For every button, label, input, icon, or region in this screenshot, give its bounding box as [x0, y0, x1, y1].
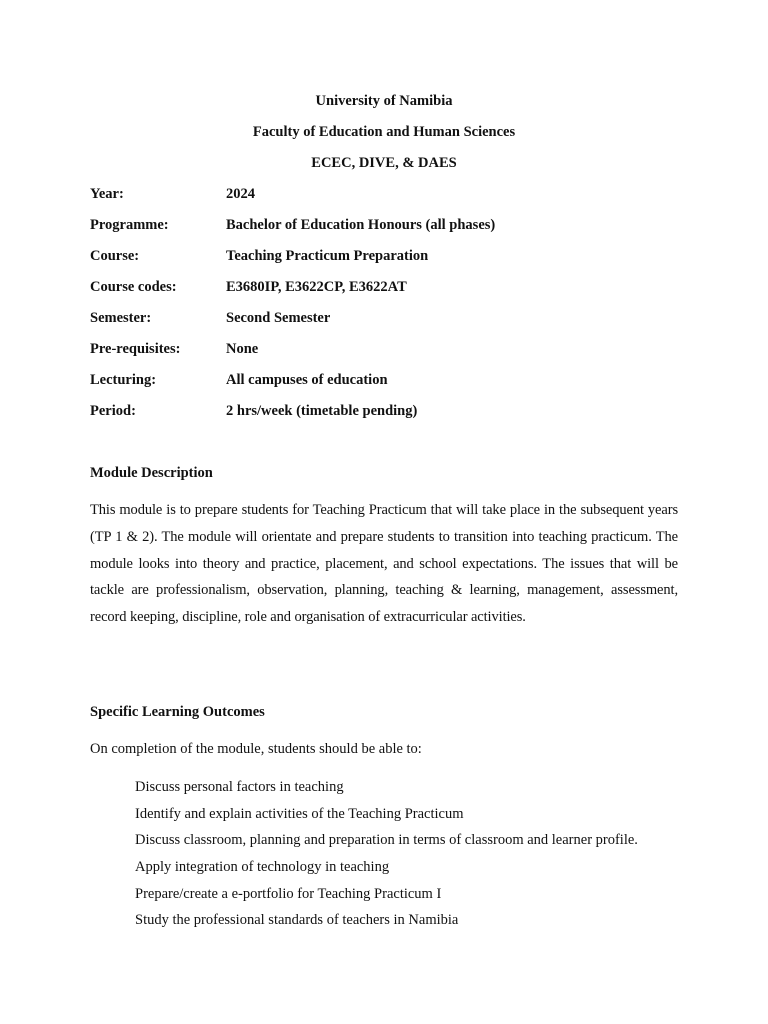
info-value: All campuses of education — [226, 372, 388, 388]
info-label: Pre-requisites: — [90, 341, 181, 357]
info-label: Programme: — [90, 217, 169, 233]
module-description-heading: Module Description — [90, 465, 213, 481]
info-label: Course codes: — [90, 279, 177, 295]
info-value: Bachelor of Education Honours (all phases) — [226, 217, 496, 233]
info-value: Second Semester — [226, 310, 331, 326]
module-description-text: This module is to prepare students for Teaching Practicum that will take place in the subsequent years (TP 1 & 2). The module will orientate and prepare students to transition into teaching practicum. The module looks into theory and practice, placement, and school expectations. The issues that will be tackle are professionalism, observation, planning, teaching & learning, management, assessment, record keeping, discipline, role and organisation of extracurricular activities. — [90, 502, 678, 626]
learning-outcomes-intro: On completion of the module, students should be able to: — [90, 741, 422, 757]
info-value: E3680IP, E3622CP, E3622AT — [226, 279, 407, 295]
departments-title: ECEC, DIVE, & DAES — [311, 155, 457, 171]
info-label: Period: — [90, 403, 136, 419]
list-item: Apply integration of technology in teaching — [135, 859, 390, 876]
info-value: Teaching Practicum Preparation — [226, 248, 429, 264]
university-title: University of Namibia — [315, 93, 453, 109]
info-label: Course: — [90, 248, 140, 264]
list-item: Discuss classroom, planning and preparation in terms of classroom and learner profile. — [135, 832, 638, 849]
list-item: Discuss personal factors in teaching — [135, 779, 344, 795]
learning-outcomes-heading: Specific Learning Outcomes — [90, 704, 265, 720]
info-value: 2 hrs/week (timetable pending) — [226, 403, 418, 419]
list-item: Prepare/create a e-portfolio for Teaching Practicum I — [135, 885, 442, 902]
list-item: Study the professional standards of teachers in Namibia — [135, 912, 459, 929]
info-value: 2024 — [226, 186, 255, 202]
faculty-title: Faculty of Education and Human Sciences — [252, 124, 516, 140]
info-value: None — [226, 341, 259, 357]
info-label: Semester: — [90, 310, 152, 326]
info-label: Year: — [90, 186, 124, 202]
list-item: Identify and explain activities of the Teaching Practicum — [135, 805, 464, 822]
info-label: Lecturing: — [90, 372, 157, 388]
learning-outcomes-list — [135, 776, 638, 936]
